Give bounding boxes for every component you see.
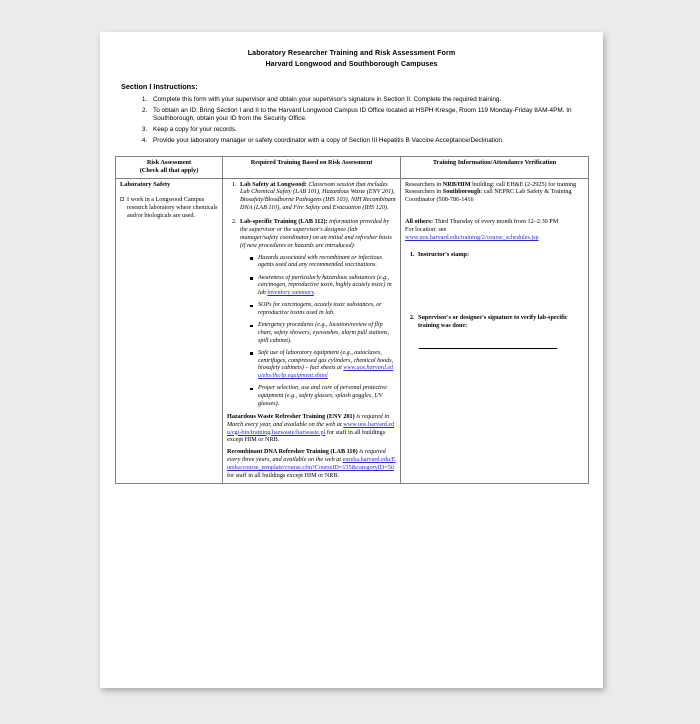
verification-campus-name: Southborough [442,188,481,196]
instruction-item: 4. Provide your laboratory manager or safety coordinator with a copy of Section III Hepatitis B Vaccine Acceptance/Declination. [149,137,588,146]
hazardous-waste-text-after: for staff in all buildings except HIM or NRB. [227,428,386,444]
hazardous-waste-text-before: is required in March every year, and available on the web at [227,412,390,428]
verification-prefix: Researchers in [405,180,443,188]
cell-required-training [223,178,401,483]
cell-risk-assessment [116,178,223,483]
all-others-text: Third Thursday of every month from 12–2:30 PM [433,218,559,226]
risk-category-title: Laboratory Safety [120,180,171,188]
training-subbullet: Emergency procedures (e.g., location/review of flip chart, safety showers, eyewashes, alarm pull stations, spill cabinet). [250,322,396,345]
instructor-stamp-area [405,262,584,314]
all-others-line [405,218,584,226]
verification-step-supervisor-signature: 2. Supervisor's or designee's signature to verify lab-specific training was done: [416,314,584,330]
recombinant-dna-paragraph [227,448,396,480]
verification-prefix: Researchers in [405,188,443,196]
training-item-text: Classroom session that includes Lab Chemical Safety (LAB 101), Hazardous Waste (ENV 201), Biosafety/Bloodborne Pathogens (IHS 103), NIH Recombinant DNA (LAB 110), and Fire Safety and Evacuation (IHS 120). [240,180,396,212]
location-text: For location: see [405,226,447,234]
cell-verification [401,178,589,483]
training-item-lab-safety [238,181,396,213]
training-subbullet-text: Safe use of laboratory equipment (e.g., autoclaves, centrifuges, compressed gas cylinders, chemical hoods, biosafety cabinets) – fact sheets at [258,349,394,372]
training-risk-table [115,156,589,484]
training-subbullet [250,350,396,381]
training-item-lead: Lab-specific Training (LAB 112): [240,218,328,226]
all-others-lead: All others: [405,218,434,226]
verification-suffix: building: call EH&E (2-2925) for training [470,180,577,188]
risk-checkbox-label: I work in a Longwood Campus research laboratory where chemicals and/or biologicals are used. [127,196,218,219]
training-subbullet: SOPs for carcinogens, acutely toxic substances, or reproductive toxins used in lab. [250,302,396,317]
inventory-summary-link[interactable]: inventory summary [267,290,314,297]
section-heading: Section I Instructions: [121,82,198,91]
instruction-item: 3. Keep a copy for your records. [149,126,588,135]
hazardous-waste-paragraph [227,413,396,445]
verification-contact-nrb-him [405,181,584,189]
instruction-item: 2. To obtain an ID: Bring Section I and II to the Harvard Longwood Campus ID Office located at HSPH Kresge, Room 119 Monday-Friday 8AM-4PM. In Southborough, obtain your ID from the Security Office. [149,107,588,124]
column-header-risk-assessment-line-2: (Check all that apply) [139,166,199,174]
instruction-item: 1. Complete this form with your supervisor and obtain your supervisor's signature in Section II. Complete the required training. [149,96,588,105]
instructions-list [115,96,588,146]
recombinant-dna-lead: Recombinant DNA Refresher Training (LAB 110) [227,448,358,456]
location-link-row [405,234,584,242]
training-subbullet: Proper selection, use and care of personal protective equipment (e.g., safety glasses, splash goggles, UV glasses). [250,385,396,408]
equipment-fact-sheets-link[interactable]: www.uos.harvard.edu/ehs/ihs/lp.equipment.shtml [258,365,394,379]
table-header-row [116,156,589,178]
verification-suffix: : call NEPRC Lab Safety & Training Coordinator (508-786-1416 [405,188,572,204]
spacer [405,242,584,251]
training-subbullet: Awareness of particularly hazardous substances (e.g., carcinogen, reproductive toxin, highly acutely toxic) in lab inventory summary. [250,275,396,298]
verification-steps-list [405,251,584,259]
recombinant-dna-text-after: for staff in all buildings except HIM or NRB. [227,472,340,480]
column-header-verification: Training Information/Attendance Verification [401,156,589,178]
column-header-required-training: Required Training Based on Risk Assessment [223,156,401,178]
page-content [100,32,603,484]
hazardous-waste-link[interactable]: www.uos.harvard.edu/cgi-bin/training.hazwaste/hazwaste.pl [227,420,395,436]
signature-line[interactable] [419,347,557,349]
training-subbullet-list [240,255,396,408]
document-title-line-2: Harvard Longwood and Southborough Campuses [265,59,438,68]
verification-contact-southborough [405,188,584,204]
recombinant-dna-text-before: is required every three years, and available on the web at [227,448,386,464]
course-schedules-link[interactable]: www.uos.harvard.edu/training/2/course_schedules.jsp [405,234,539,242]
verification-step-instructor-stamp: 1. Instructor's stamp: [416,251,584,259]
training-item-lead: Lab Safety at Longwood: [240,180,307,188]
checkbox-icon[interactable] [120,197,124,201]
training-subbullet: Hazards associated with recombinant or infectious agents used and any recommended vaccinations. [250,255,396,270]
training-subbullet-text: Awareness of particularly hazardous substances (e.g., carcinogen, reproductive toxin, highly acutely toxic) in lab [258,274,392,297]
verification-building-name: NRB/HIM [442,180,471,188]
document-page [100,32,603,688]
document-title-line-1: Laboratory Researcher Training and Risk Assessment Form [247,49,456,57]
risk-checkbox-item[interactable] [120,196,218,219]
verification-steps-list-2 [405,314,584,330]
training-item-text: information provided by the supervisor or the supervisor's designee (lab manager/safety coordinator) on an initial and refresher basis (if new procedures or hazards are introduced): [240,218,392,249]
hazardous-waste-lead: Hazardous Waste Refresher Training (ENV 201) [227,412,355,420]
column-header-risk-assessment-line-1: Risk Assessment [146,158,192,166]
training-list [227,181,396,409]
spacer [405,204,584,218]
table-row [116,178,589,483]
training-item-lab-specific [238,218,396,408]
document-title [115,48,588,69]
column-header-risk-assessment [116,156,223,178]
recombinant-dna-link[interactable]: eureka.harvard.edu/Eureka/course_template/course.cfm?CourseID=135&categoryID=50 [227,456,396,472]
